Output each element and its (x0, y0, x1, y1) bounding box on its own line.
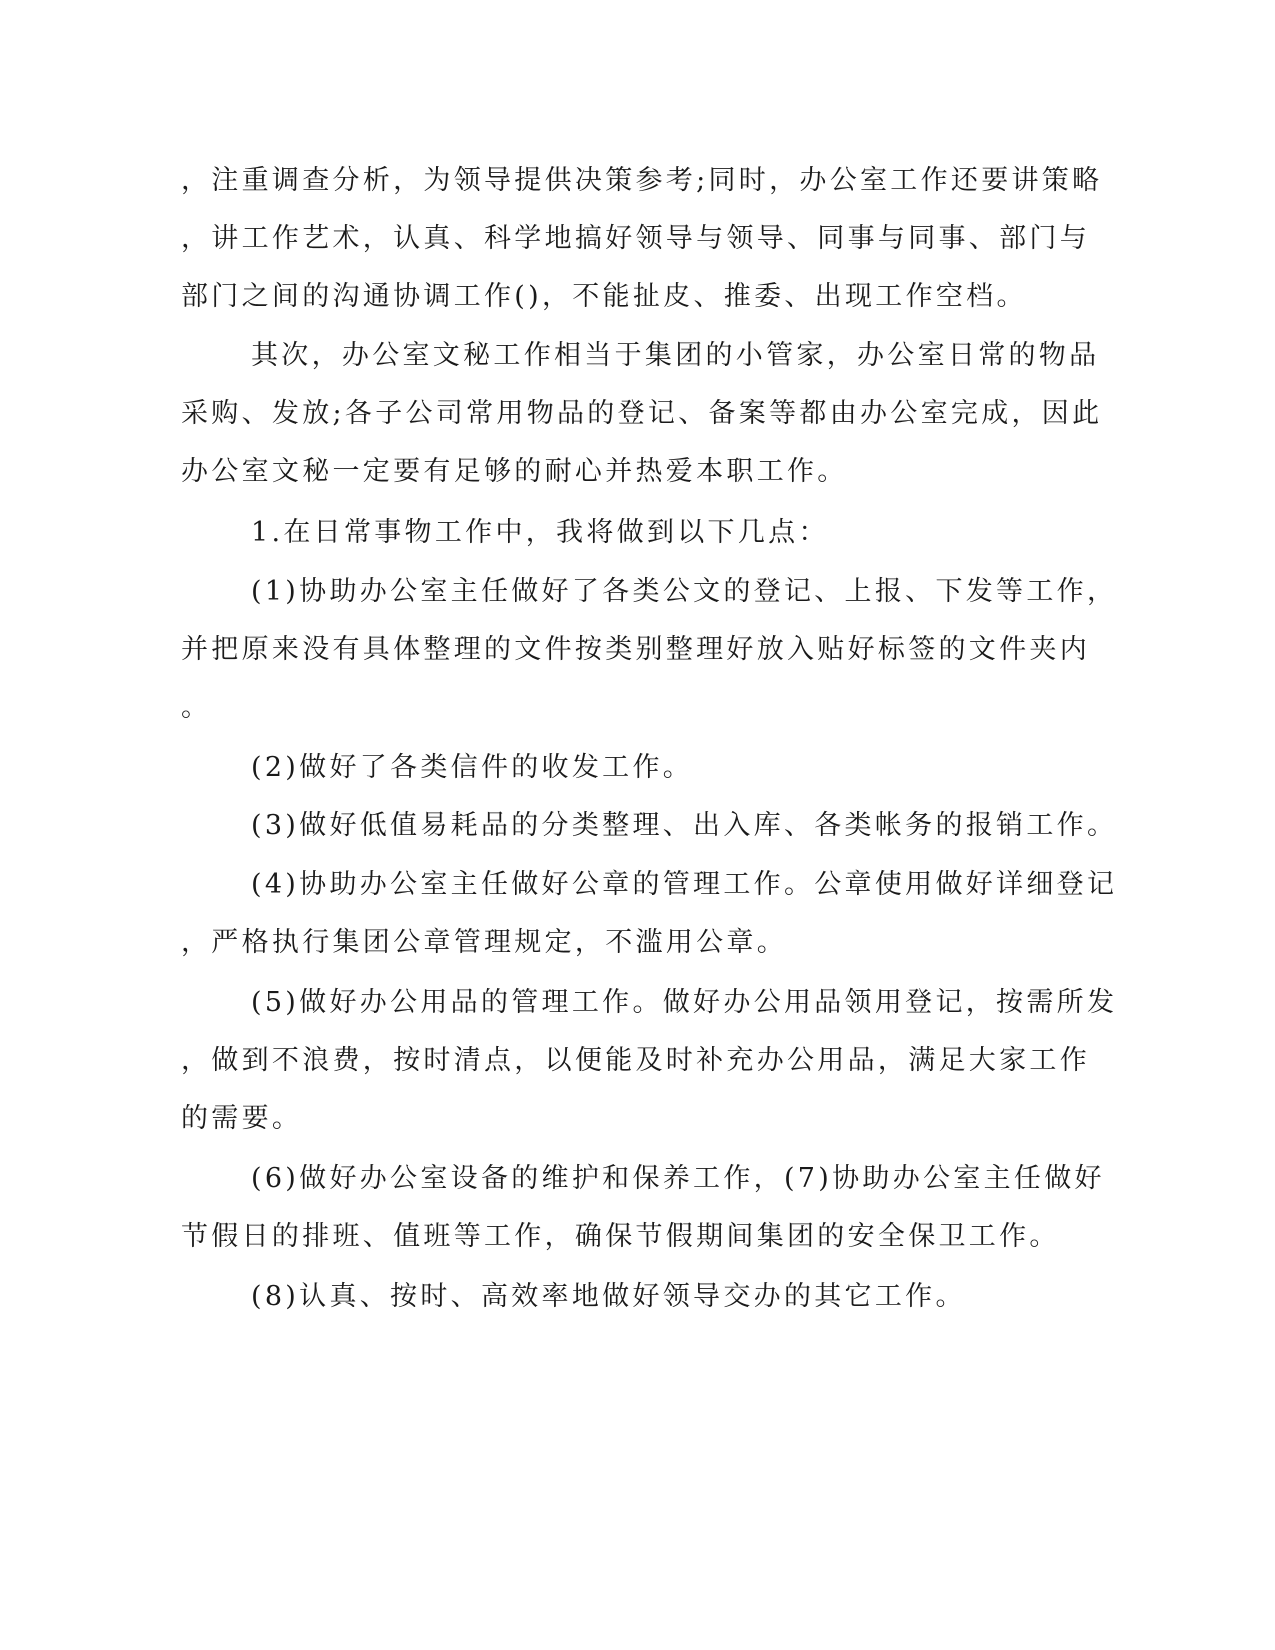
text-line-16: ，做到不浪费，按时清点，以便能及时补充办公用品，满足大家工作 (181, 1045, 1090, 1076)
text-line-2: ，讲工作艺术，认真、科学地搞好领导与领导、同事与同事、部门与 (181, 223, 1090, 254)
text-line-13: (4)协助办公室主任做好公章的管理工作。公章使用做好详细登记 (251, 869, 1118, 900)
text-line-14: ，严格执行集团公章管理规定，不滥用公章。 (181, 927, 787, 958)
text-line-10: 。 (181, 692, 212, 723)
text-line-18: (6)做好办公室设备的维护和保养工作，(7)协助办公室主任做好 (251, 1163, 1105, 1194)
text-line-20: (8)认真、按时、高效率地做好领导交办的其它工作。 (251, 1281, 966, 1312)
text-line-9: 并把原来没有具体整理的文件按类别整理好放入贴好标签的文件夹内 (181, 634, 1090, 665)
text-line-5: 采购、发放;各子公司常用物品的登记、备案等都由办公室完成，因此 (181, 398, 1103, 429)
text-line-12: (3)做好低值易耗品的分类整理、出入库、各类帐务的报销工作。 (251, 810, 1118, 841)
text-line-11: (2)做好了各类信件的收发工作。 (251, 752, 694, 783)
text-line-15: (5)做好办公用品的管理工作。做好办公用品领用登记，按需所发 (251, 987, 1118, 1018)
text-line-7: 1.在日常事物工作中，我将做到以下几点： (251, 517, 829, 548)
text-line-6: 办公室文秘一定要有足够的耐心并热爱本职工作。 (181, 456, 848, 487)
text-line-19: 节假日的排班、值班等工作，确保节假期间集团的安全保卫工作。 (181, 1221, 1060, 1252)
text-line-1: ，注重调查分析，为领导提供决策参考;同时，办公室工作还要讲策略 (181, 165, 1103, 196)
text-line-8: (1)协助办公室主任做好了各类公文的登记、上报、下发等工作， (251, 576, 1118, 607)
text-line-3: 部门之间的沟通协调工作()，不能扯皮、推委、出现工作空档。 (181, 281, 1027, 312)
text-line-4: 其次，办公室文秘工作相当于集团的小管家，办公室日常的物品 (251, 340, 1100, 371)
text-line-17: 的需要。 (181, 1103, 303, 1134)
